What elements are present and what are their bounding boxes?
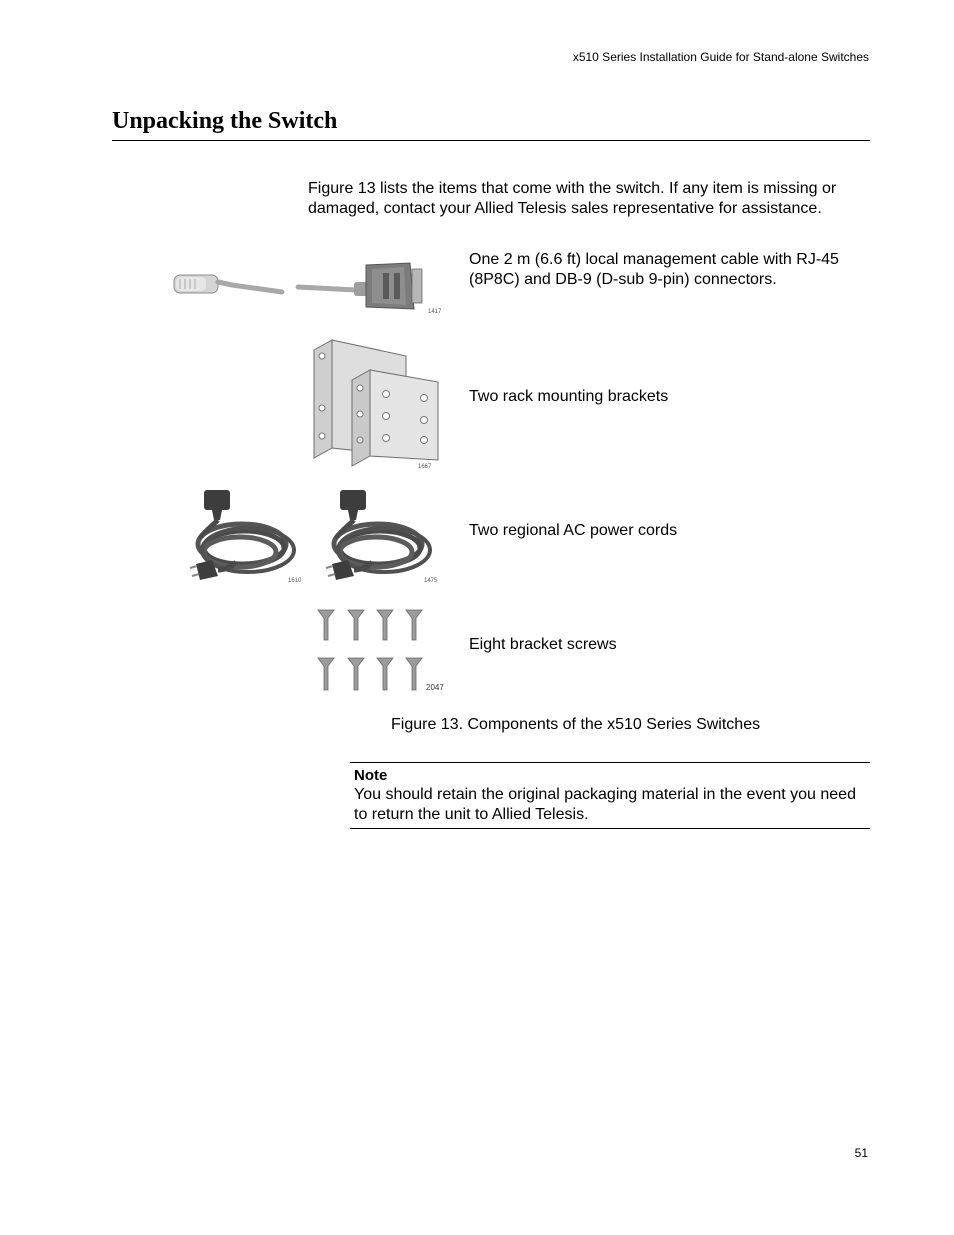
power-cord-icon — [178, 486, 306, 586]
item-text-brackets: Two rack mounting brackets — [469, 388, 669, 405]
management-cable-icon — [170, 255, 442, 317]
note-box — [350, 762, 870, 829]
figure-item-brackets — [0, 336, 954, 472]
item-text-cable: One 2 m (6.6 ft) local management cable with RJ-45 (8P8C) and DB-9 (D-sub 9-pin) connectors. — [469, 251, 839, 288]
rack-bracket-icon — [306, 336, 446, 470]
power-cord-icon — [314, 486, 442, 586]
figure-art-number: 1417 — [428, 309, 442, 315]
item-text-screws: Eight bracket screws — [469, 636, 617, 653]
figure-art-number: 1667 — [418, 464, 432, 470]
figure-caption: Figure 13. Components of the x510 Series Switches — [391, 716, 761, 733]
figure-art-number: 1610 — [288, 578, 302, 584]
section-title: Unpacking the Switch — [112, 108, 338, 134]
intro-paragraph: Figure 13 lists the items that come with the switch. If any item is missing or damaged, contact your Allied Telesis sales representative for assistance. — [308, 180, 837, 217]
screw-icon — [314, 606, 442, 694]
figure-item-power-cords — [0, 486, 954, 586]
note-body: You should retain the original packaging material in the event you need to return the unit to Allied Telesis. — [354, 786, 856, 823]
note-title: Note — [354, 767, 388, 784]
running-header: x510 Series Installation Guide for Stand-alone Switches — [572, 50, 869, 64]
item-text-power-cords: Two regional AC power cords — [469, 522, 678, 539]
figure-art-number: 1475 — [424, 578, 438, 584]
title-rule — [112, 140, 870, 141]
page-number: 51 — [854, 1146, 868, 1160]
figure-art-number: 2047 — [426, 683, 444, 692]
figure-item-cable — [0, 250, 954, 320]
figure-item-screws — [0, 606, 954, 694]
